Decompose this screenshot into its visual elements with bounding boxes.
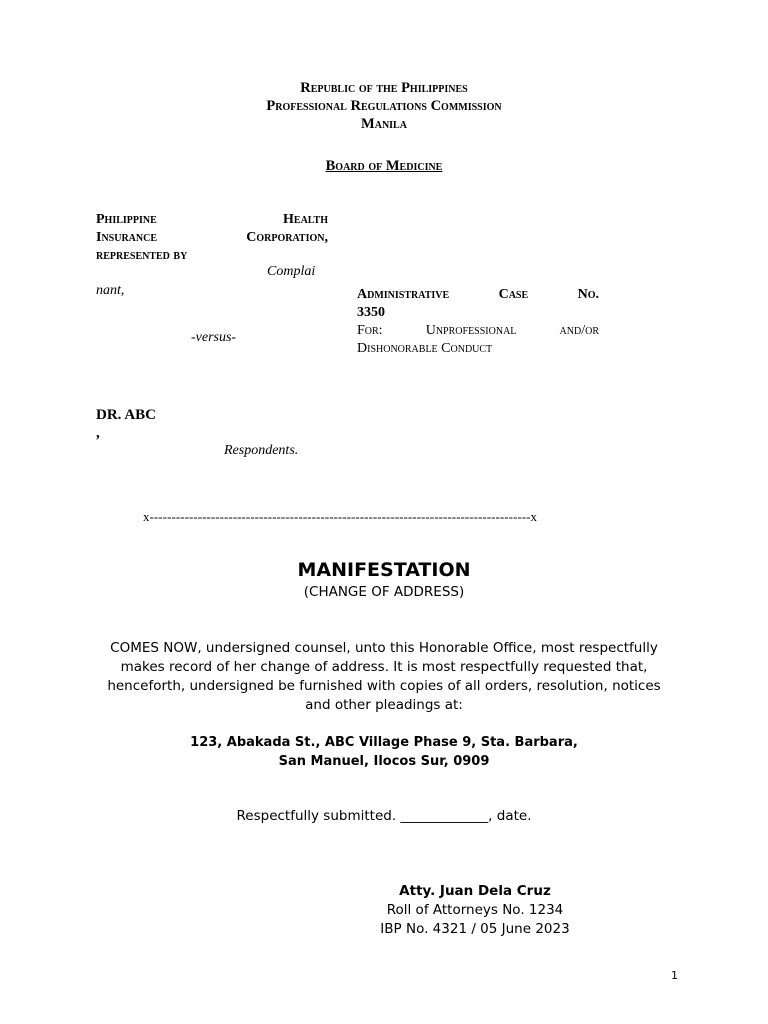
body-line: henceforth, undersigned be furnished with copies of all orders, resolution, notices — [107, 678, 661, 694]
header-city: Manila — [361, 116, 407, 132]
signatory-block — [360, 882, 590, 939]
signatory-roll: Roll of Attorneys No. 1234 — [386, 902, 564, 918]
respondent-role: Respondents. — [224, 443, 299, 458]
header-commission: Professional Regulations Commission — [266, 98, 502, 114]
case-for-line-2: Dishonorable Conduct — [357, 341, 493, 356]
complainant-line-1: Philippine Health — [96, 212, 328, 227]
respondent-name: DR. ABC — [96, 407, 157, 423]
body-line: and other pleadings at: — [305, 697, 463, 713]
complainant-block — [96, 211, 328, 265]
signatory-name: Atty. Juan Dela Cruz — [399, 883, 551, 899]
case-number: 3350 — [357, 305, 385, 320]
document-header — [0, 79, 768, 133]
caption-separator: x---------------------------------------------------------------------------------------x — [143, 509, 538, 524]
body-line: COMES NOW, undersigned counsel, unto this Honorable Office, most respectfully — [110, 640, 658, 656]
respondent-comma: , — [96, 425, 100, 441]
document-subtitle: (CHANGE OF ADDRESS) — [303, 584, 465, 600]
versus-label: -versus- — [191, 330, 237, 345]
board-name: Board of Medicine — [325, 158, 443, 174]
case-line-1: Administrative Case No. — [357, 287, 599, 302]
header-republic: Republic of the Philippines — [300, 80, 468, 96]
body-line: makes record of her change of address. It is most respectfully requested that, — [120, 659, 648, 675]
page-number: 1 — [671, 969, 678, 982]
case-for-line-1: For: Unprofessional and/or — [357, 323, 599, 338]
document-title: MANIFESTATION — [297, 559, 471, 581]
complainant-line-2: Insurance Corporation, — [96, 230, 328, 245]
address-line-2: San Manuel, Ilocos Sur, 0909 — [278, 754, 490, 769]
body-paragraph — [86, 639, 682, 715]
represented-by: represented by — [96, 248, 188, 263]
case-block — [357, 286, 599, 358]
complainant-role-part2: nant, — [96, 283, 125, 298]
new-address — [0, 733, 768, 771]
complainant-role-part1: Complai — [267, 264, 316, 279]
signatory-ibp: IBP No. 4321 / 05 June 2023 — [380, 921, 570, 937]
respectfully-submitted: Respectfully submitted. _____________, date. — [236, 808, 532, 824]
address-line-1: 123, Abakada St., ABC Village Phase 9, Sta. Barbara, — [190, 735, 578, 750]
